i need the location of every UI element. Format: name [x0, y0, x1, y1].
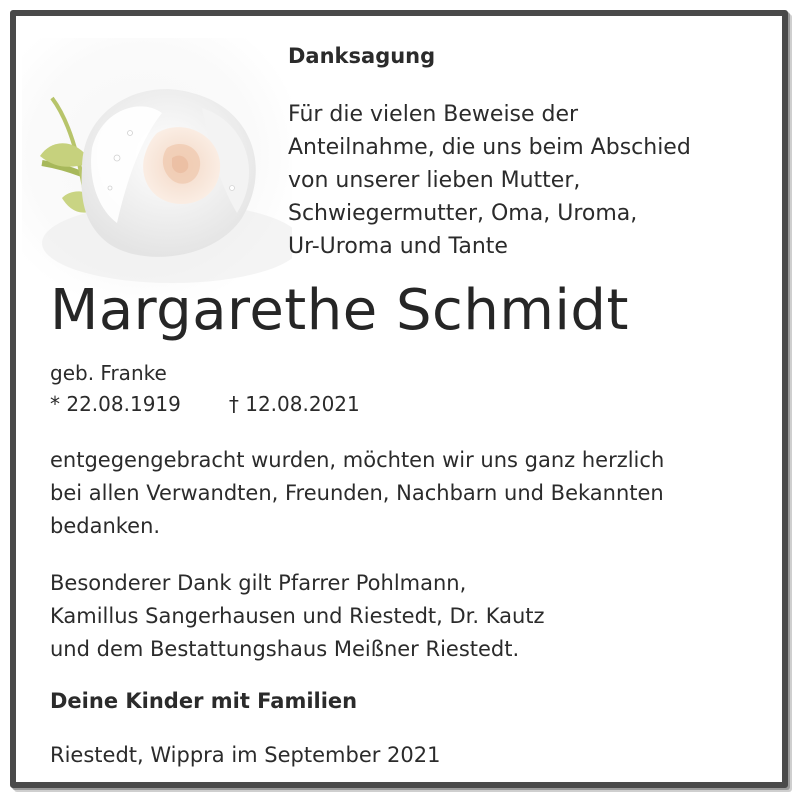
intro-line: von unserer lieben Mutter, [288, 168, 581, 193]
intro-line: Ur-Uroma und Tante [288, 234, 508, 259]
special-thanks-line: Besonderer Dank gilt Pfarrer Pohlmann, [50, 571, 467, 595]
special-thanks-paragraph [50, 567, 545, 666]
death-date: † 12.08.2021 [228, 392, 360, 416]
special-thanks-line: und dem Bestattungshaus Meißner Riestedt. [50, 637, 520, 661]
thanks-line: entgegengebracht wurden, möchten wir uns ganz herzlich [50, 448, 665, 472]
thanks-line: bedanken. [50, 514, 161, 538]
deceased-name: Margarethe Schmidt [50, 278, 629, 343]
white-rose-image [22, 38, 292, 298]
heading-danksagung: Danksagung [288, 44, 436, 68]
birth-date: * 22.08.1919 [50, 392, 181, 416]
special-thanks-line: Kamillus Sangerhausen und Riestedt, Dr. Kautz [50, 604, 545, 628]
signature: Deine Kinder mit Familien [50, 689, 358, 713]
life-dates [50, 392, 360, 416]
thanks-line: bei allen Verwandten, Freunden, Nachbarn und Bekannten [50, 481, 664, 505]
intro-line: Schwiegermutter, Oma, Uroma, [288, 201, 638, 226]
place-date: Riestedt, Wippra im September 2021 [50, 743, 441, 767]
thanks-paragraph [50, 444, 664, 543]
intro-line: Anteilnahme, die uns beim Abschied [288, 135, 691, 160]
intro-line: Für die vielen Beweise der [288, 102, 579, 127]
maiden-name: geb. Franke [50, 361, 167, 385]
intro-paragraph [288, 98, 691, 263]
obituary-card [10, 10, 788, 788]
